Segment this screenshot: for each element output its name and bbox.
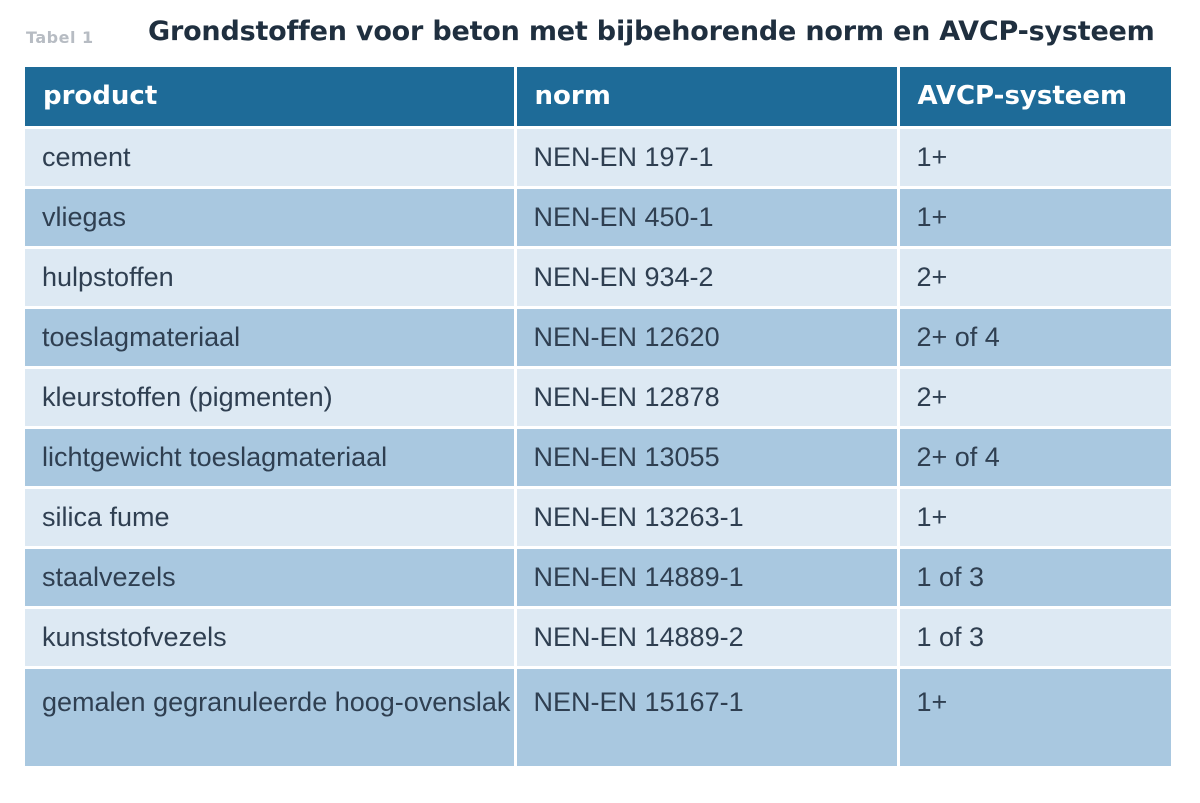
cell-avcp: 2+ — [898, 367, 1171, 427]
cell-product: gemalen gegranuleerde hoog-ovenslak — [25, 667, 515, 767]
table-row — [25, 547, 1171, 607]
cell-avcp: 2+ of 4 — [898, 307, 1171, 367]
table-title: Grondstoffen voor beton met bijbehorende norm en AVCP-systeem — [148, 16, 1155, 47]
table-row — [25, 307, 1171, 367]
cell-norm: NEN-EN 450-1 — [515, 187, 898, 247]
cell-norm: NEN-EN 934-2 — [515, 247, 898, 307]
cell-product: kunststofvezels — [25, 607, 515, 667]
cell-avcp: 2+ — [898, 247, 1171, 307]
header-row — [25, 67, 1171, 127]
cell-norm: NEN-EN 14889-1 — [515, 547, 898, 607]
cell-norm: NEN-EN 197-1 — [515, 127, 898, 187]
cell-product: toeslagmateriaal — [25, 307, 515, 367]
table-row — [25, 487, 1171, 547]
cell-avcp: 1+ — [898, 127, 1171, 187]
cell-product: cement — [25, 127, 515, 187]
cell-product: kleurstoffen (pigmenten) — [25, 367, 515, 427]
header-product: product — [25, 67, 515, 127]
table-row — [25, 187, 1171, 247]
cell-product: vliegas — [25, 187, 515, 247]
cell-norm: NEN-EN 12620 — [515, 307, 898, 367]
cell-norm: NEN-EN 13263-1 — [515, 487, 898, 547]
cell-avcp: 1 of 3 — [898, 607, 1171, 667]
cell-product: staalvezels — [25, 547, 515, 607]
cell-product: silica fume — [25, 487, 515, 547]
table-body — [25, 127, 1171, 767]
table-row — [25, 607, 1171, 667]
table-row — [25, 367, 1171, 427]
cell-avcp: 1+ — [898, 187, 1171, 247]
table-header — [25, 67, 1171, 127]
table-row — [25, 667, 1171, 767]
cell-norm: NEN-EN 13055 — [515, 427, 898, 487]
cell-avcp: 1 of 3 — [898, 547, 1171, 607]
cell-avcp: 1+ — [898, 667, 1171, 767]
header-norm: norm — [515, 67, 898, 127]
table-caption — [26, 16, 1176, 60]
cell-product: hulpstoffen — [25, 247, 515, 307]
materials-table — [25, 67, 1171, 769]
header-avcp: AVCP-systeem — [898, 67, 1171, 127]
cell-avcp: 2+ of 4 — [898, 427, 1171, 487]
cell-norm: NEN-EN 15167-1 — [515, 667, 898, 767]
table-number-label: Tabel 1 — [26, 28, 94, 47]
cell-norm: NEN-EN 14889-2 — [515, 607, 898, 667]
table-row — [25, 247, 1171, 307]
table-row — [25, 427, 1171, 487]
cell-norm: NEN-EN 12878 — [515, 367, 898, 427]
table-row — [25, 127, 1171, 187]
cell-product: lichtgewicht toeslagmateriaal — [25, 427, 515, 487]
cell-avcp: 1+ — [898, 487, 1171, 547]
